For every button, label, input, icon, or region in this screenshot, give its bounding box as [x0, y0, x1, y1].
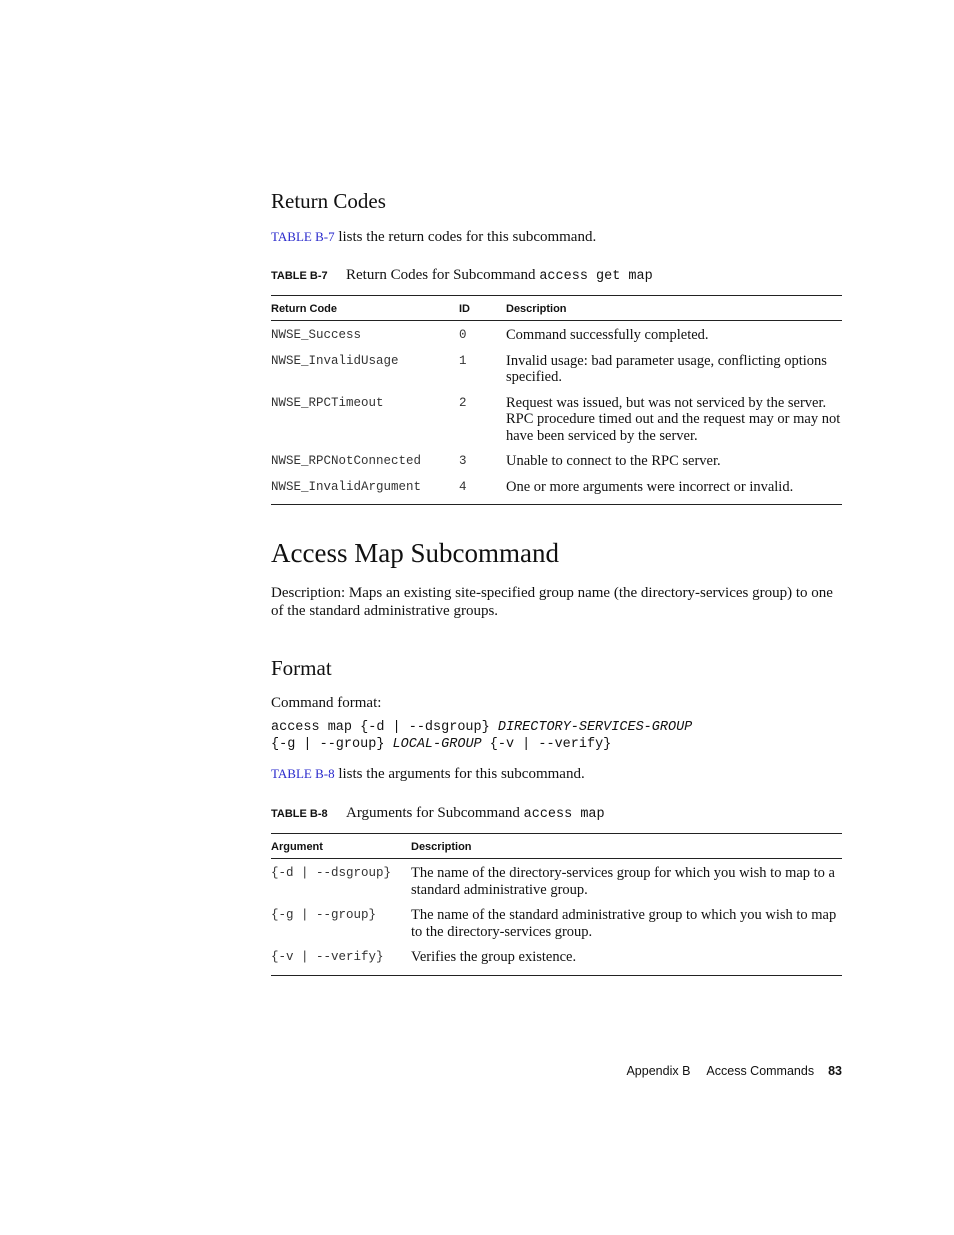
page-footer — [626, 1064, 842, 1078]
return-code-cell: NWSE_Success — [271, 328, 362, 342]
return-code-cell: NWSE_RPCNotConnected — [271, 454, 422, 468]
description-cell: Unable to connect to the RPC server. — [506, 453, 721, 469]
command-syntax — [271, 719, 692, 753]
table-b7-label: TABLE B-7 — [271, 270, 328, 282]
column-header-description: Description — [506, 296, 842, 321]
argument-cell: {-g | --group} — [271, 908, 377, 922]
return-codes-intro-text: lists the return codes for this subcommand. — [334, 229, 597, 245]
description-cell: Request was issued, but was not serviced by the server. RPC procedure timed out and the request may or may not have been serviced by the server. — [506, 394, 841, 444]
table-b8-caption — [271, 805, 605, 822]
command-placeholder: DIRECTORY-SERVICES-GROUP — [497, 720, 693, 735]
id-cell: 0 — [459, 328, 467, 342]
table-row — [271, 453, 842, 479]
table-row — [271, 859, 842, 908]
arguments-intro-text: lists the arguments for this subcommand. — [334, 766, 585, 782]
table-row — [271, 949, 842, 975]
command-placeholder: LOCAL-GROUP — [392, 737, 482, 752]
return-code-cell: NWSE_InvalidArgument — [271, 479, 459, 505]
table-b7-caption — [271, 267, 653, 284]
table-row — [271, 353, 842, 395]
section-heading-return-codes: Return Codes — [271, 189, 386, 213]
table-b8-label: TABLE B-8 — [271, 808, 328, 820]
command-syntax-line-1 — [271, 719, 692, 736]
column-header-description: Description — [411, 834, 842, 859]
description-cell: The name of the directory-services group for which you wish to map to a standard administrative group. — [411, 865, 835, 898]
return-code-cell: NWSE_InvalidUsage — [271, 353, 399, 368]
section-heading-access-map-subcommand: Access Map Subcommand — [271, 538, 559, 568]
table-row — [271, 479, 842, 505]
arguments-intro — [271, 765, 585, 783]
column-header-return-code: Return Code — [271, 296, 459, 321]
description-cell: The name of the standard administrative group to which you wish to map to the directory-services group. — [411, 907, 837, 940]
command-text: {-g | --group} — [271, 737, 393, 752]
description-cell: Invalid usage: bad parameter usage, conflicting options specified. — [506, 352, 827, 385]
return-code-cell: NWSE_RPCTimeout — [271, 395, 384, 410]
page-number: 83 — [828, 1064, 842, 1078]
table-b7 — [271, 295, 842, 505]
footer-appendix: Appendix B — [626, 1064, 691, 1078]
column-header-argument: Argument — [271, 834, 411, 859]
argument-cell: {-v | --verify} — [271, 949, 411, 975]
id-cell: 3 — [459, 454, 467, 468]
command-format-label: Command format: — [271, 695, 382, 711]
id-cell: 1 — [459, 353, 467, 368]
table-row — [271, 395, 842, 454]
description-cell: Verifies the group existence. — [411, 949, 842, 975]
table-b7-caption-code: access get map — [539, 269, 653, 284]
footer-chapter: Access Commands — [706, 1064, 815, 1078]
table-b8-caption-code: access map — [523, 807, 605, 822]
description-cell: One or more arguments were incorrect or invalid. — [506, 479, 842, 505]
return-codes-intro — [271, 228, 596, 246]
id-cell: 2 — [459, 395, 467, 410]
section-heading-format: Format — [271, 656, 332, 680]
table-b8 — [271, 833, 842, 976]
column-header-id: ID — [459, 296, 506, 321]
command-syntax-line-2 — [271, 736, 692, 753]
id-cell: 4 — [459, 479, 506, 505]
table-b8-caption-text: Arguments for Subcommand — [346, 805, 524, 821]
table-row — [271, 907, 842, 949]
argument-cell: {-d | --dsgroup} — [271, 866, 392, 880]
table-b7-link[interactable]: TABLE B-7 — [271, 229, 335, 244]
table-b7-caption-text: Return Codes for Subcommand — [346, 267, 540, 283]
description-cell: Command successfully completed. — [506, 327, 709, 343]
table-row — [271, 321, 842, 353]
command-text: access map {-d | --dsgroup} — [271, 720, 498, 735]
table-b8-link[interactable]: TABLE B-8 — [271, 766, 335, 781]
command-text: {-v | --verify} — [481, 737, 612, 752]
access-map-description: Description: Maps an existing site-specified group name (the directory-services group) to one of the standard administrative groups. — [271, 585, 833, 619]
